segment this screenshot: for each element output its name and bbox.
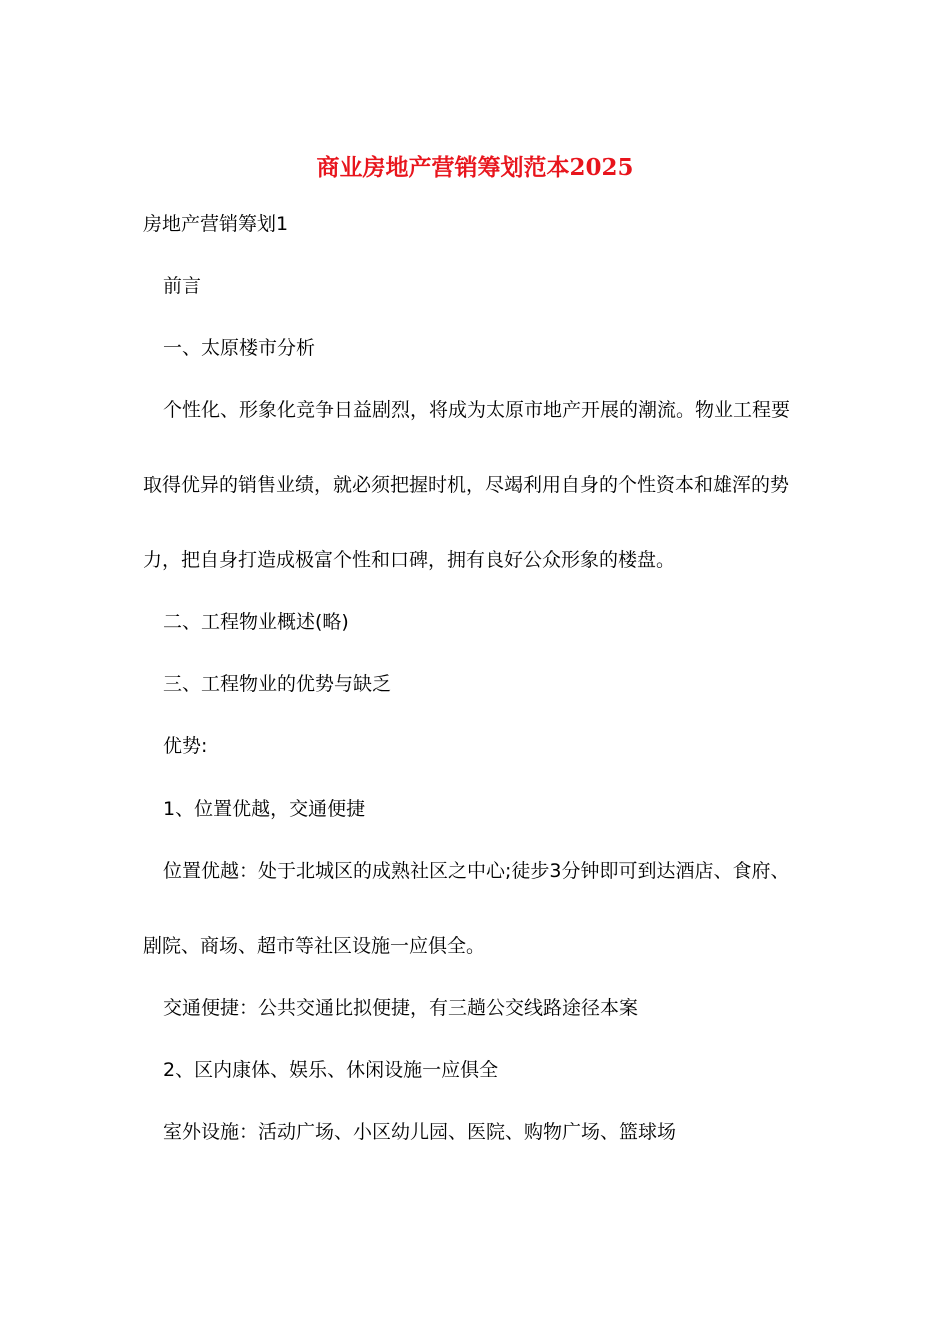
paragraph-line: 室外设施：活动广场、小区幼儿园、医院、购物广场、篮球场: [163, 1121, 677, 1143]
section-heading-3: 三、工程物业的优势与缺乏: [163, 673, 392, 695]
section-heading: 房地产营销筹划1: [143, 213, 289, 235]
paragraph-line: 交通便捷：公共交通比拟便捷，有三趟公交线路途径本案: [163, 997, 639, 1019]
paragraph-line: 位置优越：处于北城区的成熟社区之中心;徒步3分钟即可到达酒店、食府、: [163, 860, 790, 882]
paragraph-preface: 前言: [163, 275, 202, 297]
list-item-1: 1、位置优越，交通便捷: [163, 798, 366, 820]
paragraph-line: 剧院、商场、超市等社区设施一应俱全。: [143, 935, 486, 957]
section-heading-2: 二、工程物业概述(略): [163, 611, 349, 633]
section-heading-1: 一、太原楼市分析: [163, 337, 316, 359]
subheading-advantages: 优势:: [163, 735, 208, 757]
paragraph-line: 取得优异的销售业绩，就必须把握时机，尽竭利用自身的个性资本和雄浑的势: [143, 474, 790, 496]
paragraph-line: 个性化、形象化竞争日益剧烈，将成为太原市地产开展的潮流。物业工程要: [163, 399, 791, 421]
list-item-2: 2、区内康体、娱乐、休闲设施一应俱全: [163, 1059, 499, 1081]
paragraph-line: 力，把自身打造成极富个性和口碑，拥有良好公众形象的楼盘。: [143, 549, 676, 571]
document-title: 商业房地产营销筹划范本2025: [316, 154, 634, 181]
